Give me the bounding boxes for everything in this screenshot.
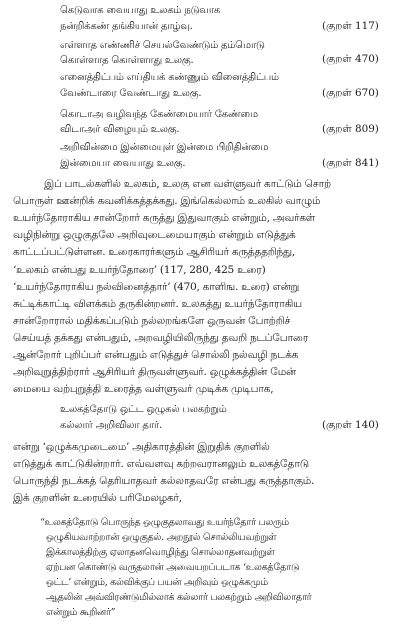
couplet-841-line-2: இன்மையா வையாது உலகு. <box>60 158 186 169</box>
extract-line-5: ஒட்ட’ என்றும், கல்விக்குப் பயன் அறிவும் ஒழுக்கமும் <box>46 577 268 588</box>
couplet-670-reference: (குறள் 670) <box>322 87 379 99</box>
paragraph-1-line-9: சான்றோரால் மதிக்கப்படும் நல்லறங்களே ஒருவன் போற்றிச் <box>13 315 291 327</box>
paragraph-1-line-10: செய்யத் தக்கது என்பதும், அறவழியிலிருந்து தவறி நடப்போரை <box>13 332 309 344</box>
couplet-670-line-2: வேண்டாரை வேண்டாது உலகு. <box>60 88 202 99</box>
couplet-117-line-2: நன்றிக்கண் தங்கியான் தாழ்வு. <box>60 21 193 32</box>
couplet-809-line-2: விடாஅர் விழையும் உலகு. <box>60 124 180 135</box>
couplet-140-reference: (குறள் 140) <box>322 419 379 431</box>
couplet-470-reference: (குறள் 470) <box>322 53 379 65</box>
paragraph-1-line-3: உயர்ந்தோராகிய சான்றோர் கருத்து இதுவாகும் என்றும், அவர்கள் <box>13 212 316 224</box>
couplet-140-line-1: உலகத்தோடு ஒட்ட ஒழுகல் பலகற்றும் <box>60 404 227 415</box>
paragraph-2-line-3: பொருந்தி நடக்கத் தெரியாதவர் கல்லாதவரே என்பது கருத்தாகும். <box>13 475 315 487</box>
paragraph-1-line-4: வழிநின்று ஒழுகுதலே அறிவுடைமையாகும் என்றும் எடுத்துக் <box>13 229 296 241</box>
extract-line-1: “உலகத்தோடு பொருந்த ஒழுகுதலாவது உயர்ந்தோர் பலரும் <box>40 517 289 528</box>
extract-line-7: என்றும் கூறினர்” <box>46 607 116 618</box>
paragraph-1-line-12: அறிவுறுத்திற்ரார் ஆசிரியர் திருவள்ளுவர். ஒழுக்கத்தின் மேன் <box>13 366 296 378</box>
extract-line-6: ஆதலின் அவ்விரண்டுமில்லாக் கல்லார் பலகற்றும் அறிவிலாதார் <box>46 592 312 603</box>
paragraph-2-line-4: இக் குறளின் உரையில் பரிமேலழகர், <box>13 492 182 504</box>
paragraph-1-line-2: பொருள் ஊன்றிக் கவனிக்கத்தக்கது. இங்கெல்லாம் உலகில் வாழும் <box>13 195 321 207</box>
couplet-809-reference: (குறள் 809) <box>322 123 379 135</box>
paragraph-2-line-1: என்று ‘ஒழுக்கமுடைமை’ அதிகாரத்தின் இறுதிக் குறளில் <box>13 441 270 453</box>
extract-line-2: ஒழுகியவாற்றான் ஒழுகுதல். அறநூல் சொல்லியவற்றுள் <box>46 532 277 543</box>
extract-line-4: ஏற்பன கொண்டு வருதலான் அவையறப்படாக ‘உலகத்தோடு <box>46 562 300 573</box>
paragraph-1-line-11: ஆன்றோர் புறிப்பர் என்பதும் எடுத்துச் சொல்லி நல்வழி நடக்க <box>13 349 299 361</box>
paragraph-1-line-8: சுட்டிக்காட்டி விளக்கம் தருகின்றனர். உலகத்து உயர்ந்தோராகிய <box>13 298 302 310</box>
couplet-140-line-2: கல்லார் அறிவிலா தார். <box>60 420 162 431</box>
couplet-117-reference: (குறள் 117) <box>322 20 379 32</box>
couplet-841-reference: (குறள் 841) <box>322 157 379 169</box>
couplet-470-line-2: கொள்ளாத கொள்ளாது உலகு. <box>60 55 194 66</box>
couplet-470-line-1: எள்ளாத எண்ணிச் செயல்வேண்டும் தம்மொடு <box>60 40 265 51</box>
paragraph-1-line-5: காட்டப்பட்டுள்ளன. உரைகாரர்களும் ஆசிரியர் கருத்ததறிந்து, <box>13 246 295 258</box>
extract-line-3: இக்காலத்திற்கு ஏலாதனவொழிந்து சொல்லாதனவற்றுள் <box>46 547 275 558</box>
couplet-670-line-1: எனைத்திட்பம் எய்தியக் கண்ணும் வினைத்திட்பம் <box>60 72 279 83</box>
couplet-841-line-1: அறிவின்மை இன்மையுள் இன்மை பிறிதின்மை <box>60 142 269 153</box>
paragraph-1-line-1: இப் பாடல்களில் உலகம், உலகு என வள்ளுவர் காட்டும் சொற் <box>44 178 331 190</box>
couplet-117-line-1: கெடுவாக வையாது உலகம் நடுவாக <box>60 5 221 16</box>
paragraph-1-line-13: மையை வற்புறுத்தி உரைத்த வள்ளுவர் முடிக்க முடிபாக, <box>13 383 274 395</box>
couplet-809-line-1: கொடாஅ வழிவந்த கேண்மையார் கேண்மை <box>60 109 258 120</box>
paragraph-1-line-6: ‘உலகம் என்பது உயர்ந்தோரை’ (117, 280, 425 உரை) <box>13 264 266 276</box>
paragraph-2-line-2: எடுத்துக் காட்டுகின்றார். எவ்வளவு கற்றவரானலும் உலகத்தோடு <box>13 458 309 470</box>
paragraph-1-line-7: ‘உயர்ந்தோராகிய நல்வினைத்தார்’ (470, காளிங. உரை) என்று <box>13 281 300 293</box>
